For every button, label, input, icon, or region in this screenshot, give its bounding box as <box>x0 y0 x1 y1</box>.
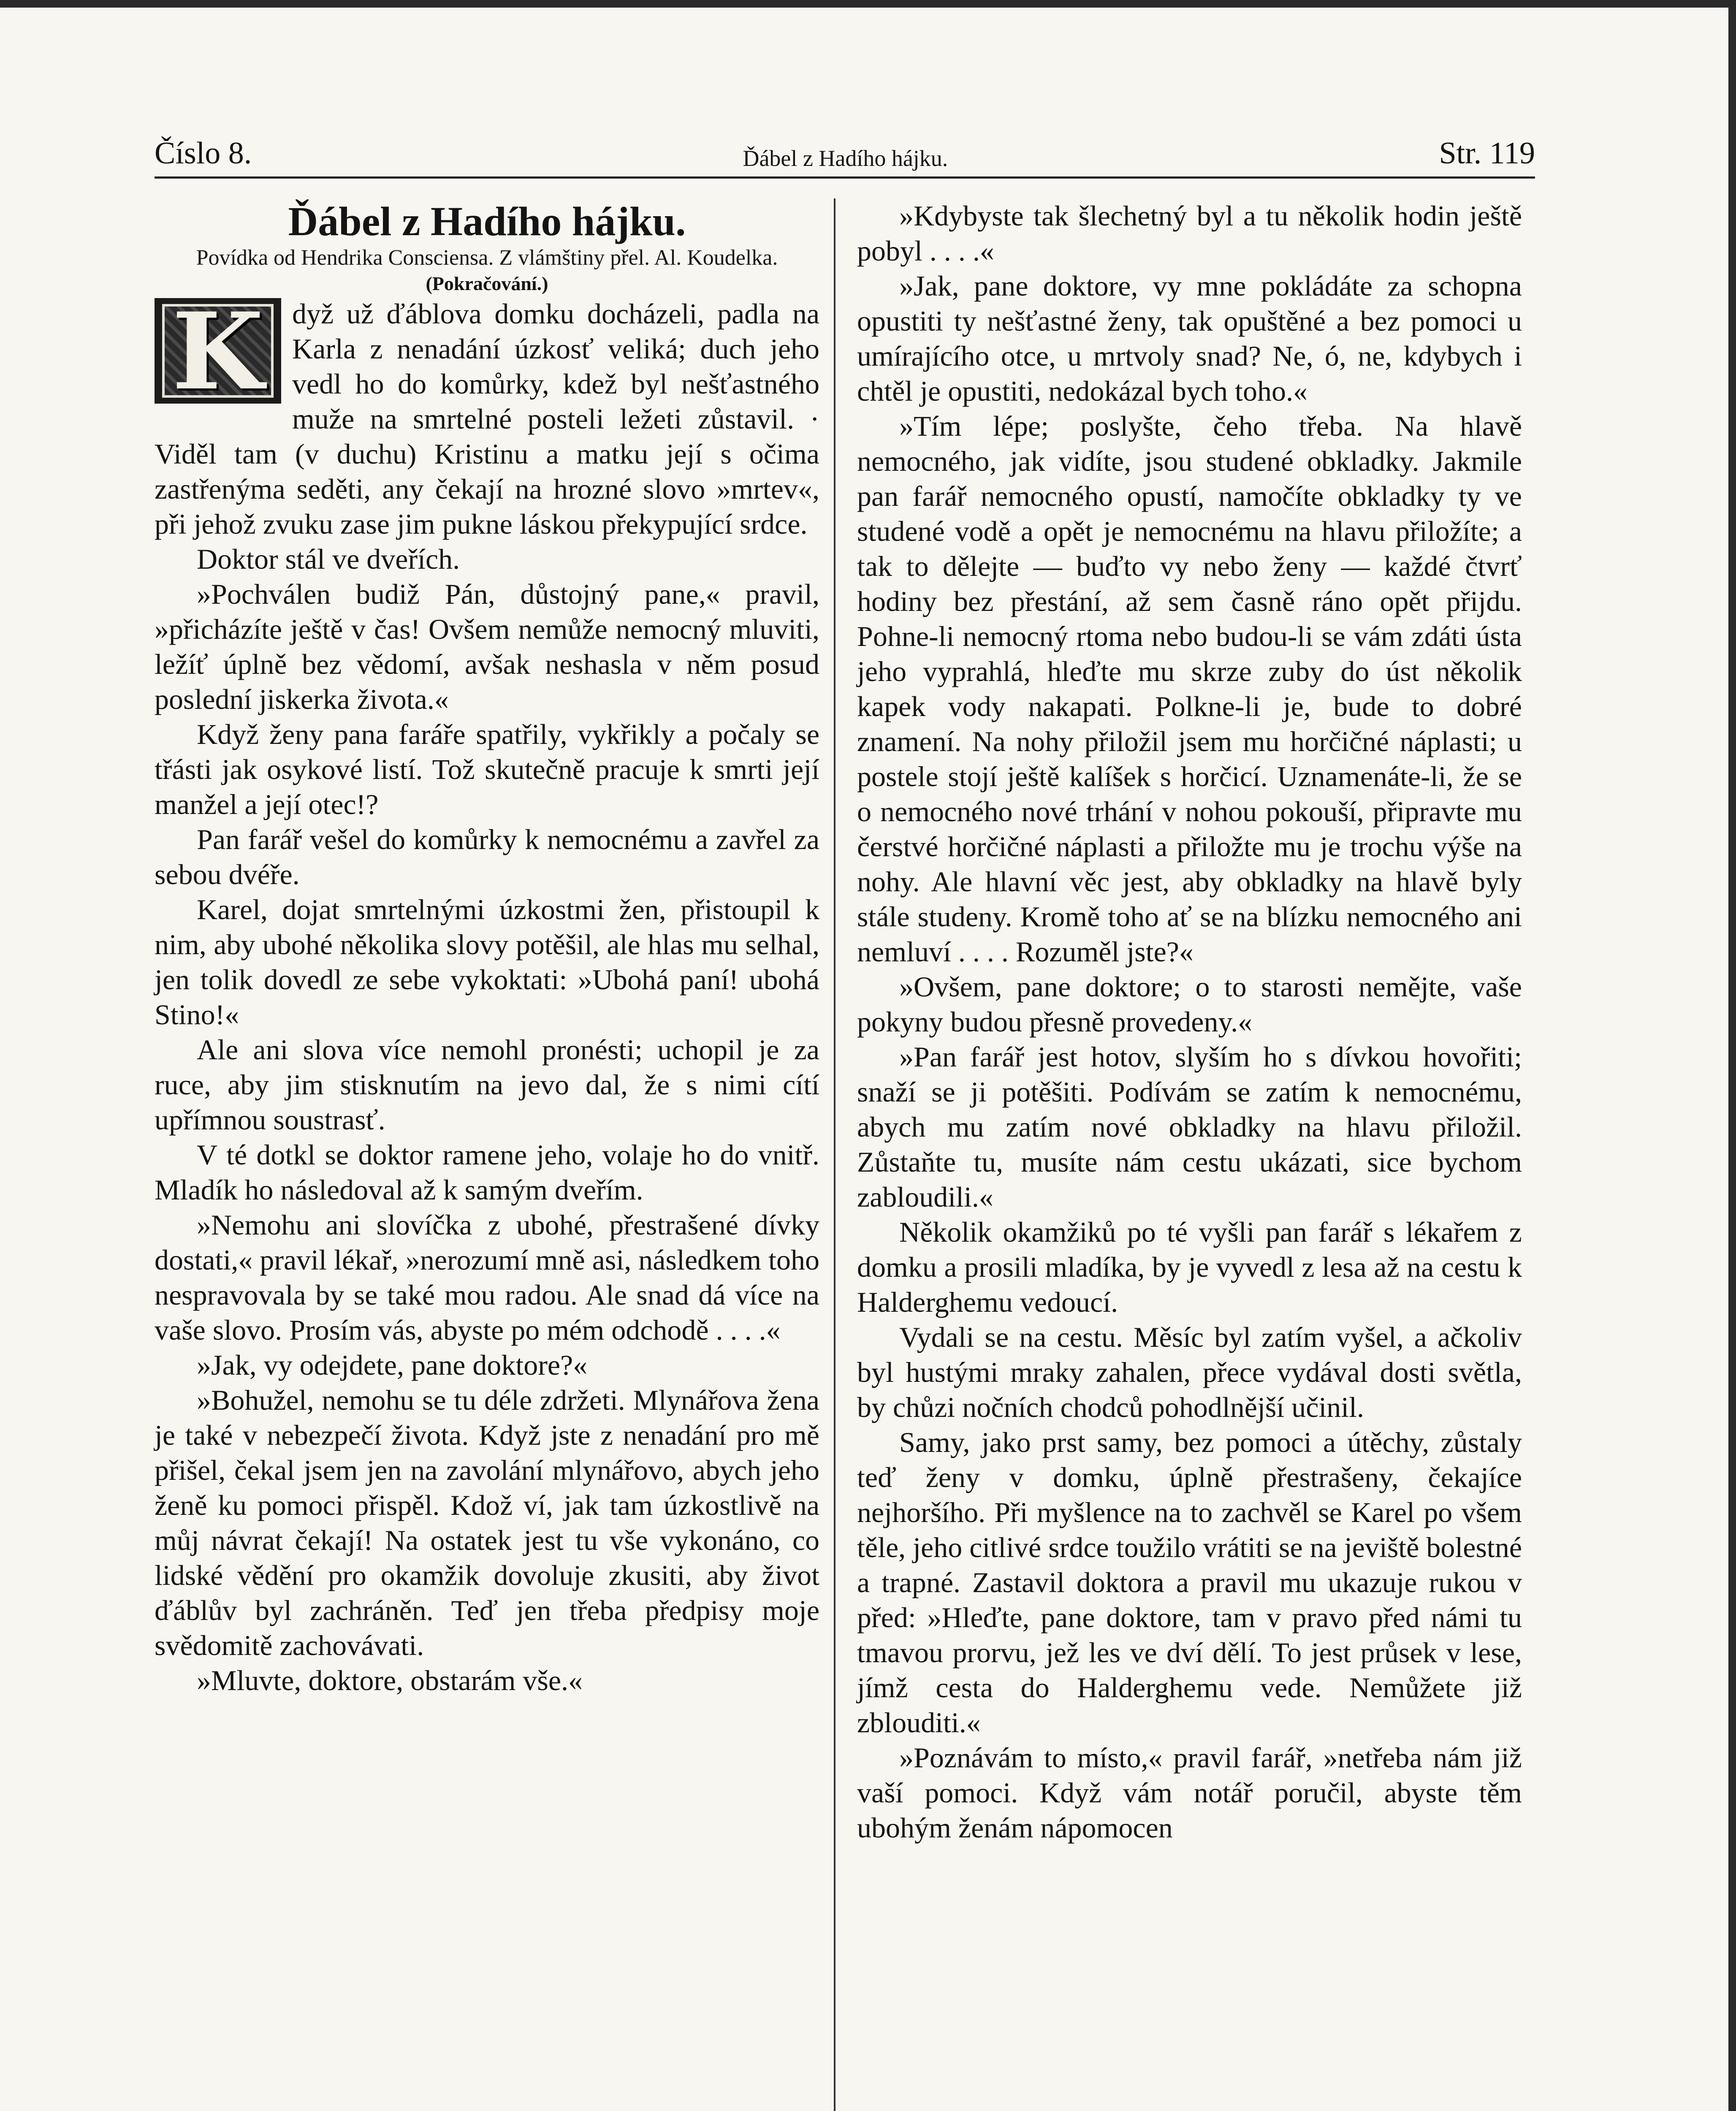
paragraph: Několik okamžiků po té vyšli pan farář s lékařem z domku a prosili mladíka, by je vyvedl z lesa až na cestu k Halderghemu vedoucí. <box>857 1216 1522 1318</box>
paragraph: »Ovšem, pane doktore; o to starosti nemějte, vaše pokyny budou přesně provedeny.« <box>857 971 1522 1038</box>
drop-cap-letter: K <box>172 298 264 404</box>
continuation-note: (Pokračování.) <box>426 273 548 294</box>
article-title: Ďábel z Hadího hájku. <box>288 199 686 244</box>
paragraph: Samy, jako prst samy, bez pomoci a útěchy, zůstaly teď ženy v domku, úplně přestrašeny, čekajíce nejhoršího. Při myšlence na to zachvěl se Karel po všem těle, jeho citlivé srdce toužilo vrátiti se na jeviště bolestné a trapné. Zastavil doktora a pravil mu ukazuje rukou v před: »Hleďte, pane doktore, tam v pravo před námi tu tmavou prorvu, jež les ve dví dělí. To jest průsek v lese, jímž cesta do Halderghemu vede. Nemůžete již zblouditi.« <box>857 1426 1522 1739</box>
running-title: Ďábel z Hadího hájku. <box>743 146 948 171</box>
paragraph: Karel, dojat smrtelnými úzkostmi žen, přistoupil k nim, aby ubohé několika slovy potěšil, ale hlas mu selhal, jen tolik dovedl ze sebe vykoktati: »Ubohá paní! ubohá Stino!« <box>155 893 819 1031</box>
paragraph: Když ženy pana faráře spatřily, vykřikly a počaly se třásti jak osykové listí. Tož skutečně pracuje k smrti její manžel a její otec!? <box>155 718 819 820</box>
paragraph: »Poznávám to místo,« pravil farář, »netřeba nám již vaší pomoci. Když vám notář poručil, abyste těm ubohým ženám nápomocen <box>857 1742 1522 1844</box>
paragraph: »Nemohu ani slovíčka z ubohé, přestrašené dívky dostati,« pravil lékař, »nerozumí mně asi, následkem toho nespravovala by se také mou radou. Ale snad dá více na vaše slovo. Prosím vás, abyste po mém odchodě . . . .« <box>155 1209 819 1346</box>
paragraph: »Bohužel, nemohu se tu déle zdržeti. Mlynářova žena je také v nebezpečí života. Když jste z nenadání pro mě přišel, čekal jsem jen na zavolání mlynářovo, abych jeho ženě ku pomoci přispěl. Kdož ví, jak tam úzkostlivě na můj návrat čekají! Na ostatek jest tu vše vykonáno, co lidské vědění pro okamžik dovoluje zkusiti, aby život ďáblův byl zachráněn. Teď jen třeba předpisy moje svědomitě zachovávati. <box>155 1384 819 1661</box>
paragraph: »Jak, pane doktore, vy mne pokládáte za schopna opustiti ty nešťastné ženy, tak opuštěné a bez pomoci u umírajícího otce, u mrtvoly snad? Ne, ó, ne, kdybych i chtěl je opustiti, nedokázal bych toho.« <box>857 270 1522 407</box>
paragraph: Vydali se na cestu. Měsíc byl zatím vyšel, a ačkoliv byl hustými mraky zahalen, přece vydával dosti světla, by chůzi nočních chodců pohodlnější učinil. <box>857 1321 1522 1423</box>
right-column <box>857 198 1522 1845</box>
article-subtitle: Povídka od Hendrika Consciensa. Z vlámštiny přel. Al. Koudelka. <box>196 246 778 270</box>
paragraph: »Jak, vy odejdete, pane doktore?« <box>197 1349 588 1381</box>
left-column <box>155 198 819 1698</box>
paragraph: »Pochválen budiž Pán, důstojný pane,« pravil, »přicházíte ještě v čas! Ovšem nemůže nemocný mluviti, ležíť úplně bez vědomí, avšak neshasla v něm posud poslední jiskerka života.« <box>155 578 819 715</box>
paragraph: Ale ani slova více nemohl pronésti; uchopil je za ruce, aby jim stisknutím na jevo dal, že s nimi cítí upřímnou soustrasť. <box>155 1034 819 1136</box>
scan-edge-top <box>0 0 1736 8</box>
scan-edge-right <box>1728 0 1736 2111</box>
paragraph: V té dotkl se doktor ramene jeho, volaje ho do vnitř. Mladík ho následoval až k samým dveřím. <box>155 1139 819 1206</box>
paragraph: Doktor stál ve dveřích. <box>197 543 460 575</box>
paragraph: Pan farář vešel do komůrky k nemocnému a zavřel za sebou dvéře. <box>155 823 819 890</box>
paragraph: »Pan farář jest hotov, slyším ho s dívkou hovořiti; snaží se ji potěšiti. Podívám se zatím k nemocnému, abych mu zatím nové obkladky na hlavu přiložil. Zůstaňte tu, musíte nám cestu ukázati, sice bychom zabloudili.« <box>857 1041 1522 1213</box>
running-head <box>155 133 1535 179</box>
column-divider <box>834 198 835 2111</box>
paragraph: »Tím lépe; poslyšte, čeho třeba. Na hlavě nemocného, jak vidíte, jsou studené obkladky. Jakmile pan farář nemocného opustí, namočíte obkladky ty ve studené vodě a opět je nemocnému na hlavu přiložíte; a tak to dělejte — buďto vy nebo ženy — každé čtvrť hodiny bez přestání, až sem časně ráno opět přijdu. Pohne-li nemocný rtoma nebo budou-li se vám zdáti ústa jeho vyprahlá, hleďte mu skrze zuby do úst několik kapek vody nakapati. Polkne-li je, bude to dobré znamení. Na nohy přiložil jsem mu horčičné náplasti; u postele stojí ještě kalíšek s horčicí. Uznamenáte-li, že se o nemocného nové trhání v nohou pokouší, připravte mu čerstvé horčičné náplasti a přiložte mu je trochu výše na nohy. Ale hlavní věc jest, aby obkladky na hlavě byly stále studeny. Kromě toho ať se na blízku nemocného ani nemluví . . . . Rozuměl jste?« <box>857 410 1522 968</box>
issue-number: Číslo 8. <box>155 136 252 171</box>
paragraph: »Kdybyste tak šlechetný byl a tu několik hodin ještě pobyl . . . .« <box>857 200 1522 267</box>
paragraph: »Mluvte, doktore, obstarám vše.« <box>197 1664 583 1696</box>
paragraph: dyž už ďáblova domku docházeli, padla na Karla z nenadání úzkosť veliká; duch jeho vedl ho do komůrky, kdež byl nešťastného muže na smrtelné posteli ležeti zůstavil. · Viděl tam (v duchu) Kristinu a matku její s očima zastřenýma seděti, any čekají na hrozné slovo »mrtev«, při jehož zvuku zase jim pukne láskou překypující srdce. <box>155 298 819 540</box>
page-number: Str. 119 <box>1439 136 1535 171</box>
drop-cap-ornament <box>155 298 281 404</box>
